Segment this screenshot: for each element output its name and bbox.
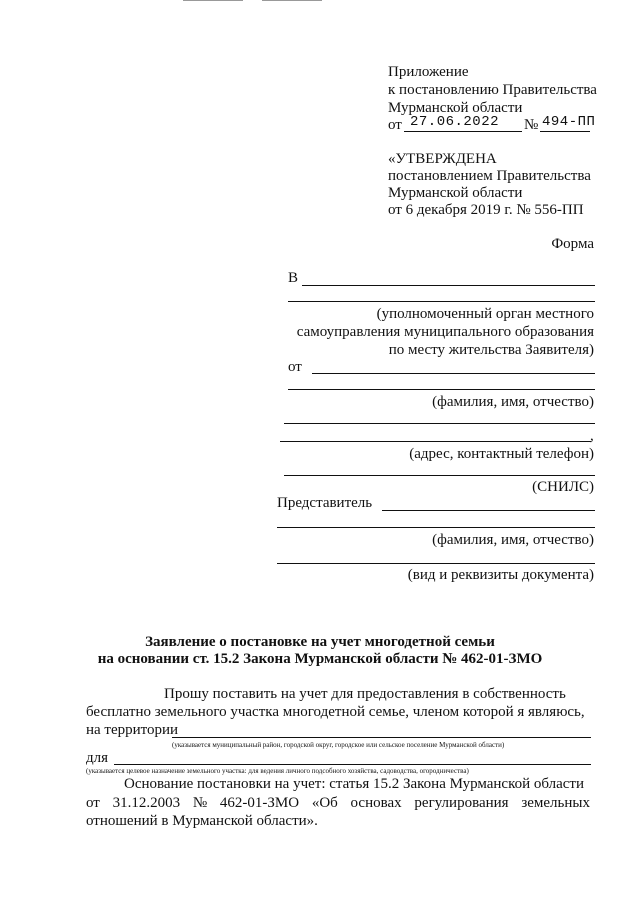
from-field-line-2: [288, 389, 595, 390]
address-field-line-2: [280, 441, 591, 442]
to-field-line-2: [288, 301, 595, 302]
address-comma: ,: [590, 428, 594, 444]
to-caption-1: (уполномоченный орган местного: [376, 306, 594, 322]
from-field-line-1: [312, 373, 595, 374]
body-p2-line-1: Основание постановки на учет: статья 15.2 Закона Мурманской области: [124, 776, 585, 792]
territory-prefix: на территории: [86, 722, 179, 738]
body-p2-line-3: отношений в Мурманской области».: [86, 813, 318, 829]
body-p1-line-2: бесплатно земельного участка многодетной семье, членом которой я являюсь,: [86, 704, 585, 720]
doc-field-line: [277, 563, 595, 564]
appendix-number-prefix: №: [524, 117, 539, 133]
from-prefix: от: [288, 359, 302, 375]
snils-field-line: [284, 475, 595, 476]
representative-field-line-2: [277, 527, 595, 528]
doc-caption: (вид и реквизиты документа): [407, 567, 594, 583]
appendix-date-underline: [404, 131, 522, 132]
appendix-date-prefix: от: [388, 117, 402, 133]
scan-edge-mark-left: [183, 0, 243, 1]
approved-line-3: Мурманской области: [388, 185, 523, 201]
approved-line-1: «УТВЕРЖДЕНА: [388, 151, 497, 167]
to-caption-2: самоуправления муниципального образования: [296, 324, 594, 340]
to-caption-3: по месту жительства Заявителя): [388, 342, 594, 358]
rep-fio-caption: (фамилия, имя, отчество): [432, 532, 594, 548]
scan-edge-mark-right: [262, 0, 322, 1]
fio-caption: (фамилия, имя, отчество): [432, 394, 594, 410]
snils-caption: (СНИЛС): [532, 479, 594, 495]
body-p1-line-1: Прошу поставить на учет для предоставления в собственность: [164, 686, 566, 702]
heading-line-2: на основании ст. 15.2 Закона Мурманской области № 462-01-ЗМО: [97, 651, 543, 667]
body-p2-line-2: от 31.12.2003 № 462-01-ЗМО «Об основах регулирования земельных: [86, 795, 590, 811]
territory-field-line: [172, 737, 591, 738]
to-prefix: В: [288, 270, 299, 286]
appendix-number-underline: [540, 131, 590, 132]
purpose-field-line: [114, 764, 591, 765]
appendix-line-3: Мурманской области: [388, 100, 523, 116]
representative-prefix: Представитель: [277, 495, 373, 511]
approved-line-2: постановлением Правительства: [388, 168, 591, 184]
appendix-line-2: к постановлению Правительства: [388, 82, 597, 98]
appendix-number-value: 494-ПП: [542, 114, 596, 130]
approved-line-4: от 6 декабря 2019 г. № 556-ПП: [388, 202, 584, 218]
heading-line-1: Заявление о постановке на учет многодетной семьи: [145, 634, 495, 650]
to-field-line-1: [302, 285, 595, 286]
purpose-hint: (указывается целевое назначение земельного участка: для ведения личного подсобного хозяйства, садоводства, огородничества): [86, 767, 469, 775]
territory-hint: (указывается муниципальный район, городской округ, городское или сельское поселение Мурманской области): [172, 741, 505, 749]
address-field-line-1: [284, 423, 595, 424]
form-label: Форма: [551, 236, 594, 252]
address-caption: (адрес, контактный телефон): [409, 446, 594, 462]
representative-field-line-1: [382, 510, 595, 511]
appendix-date-value: 27.06.2022: [410, 114, 500, 130]
purpose-prefix: для: [86, 750, 109, 766]
appendix-line-1: Приложение: [388, 64, 469, 80]
